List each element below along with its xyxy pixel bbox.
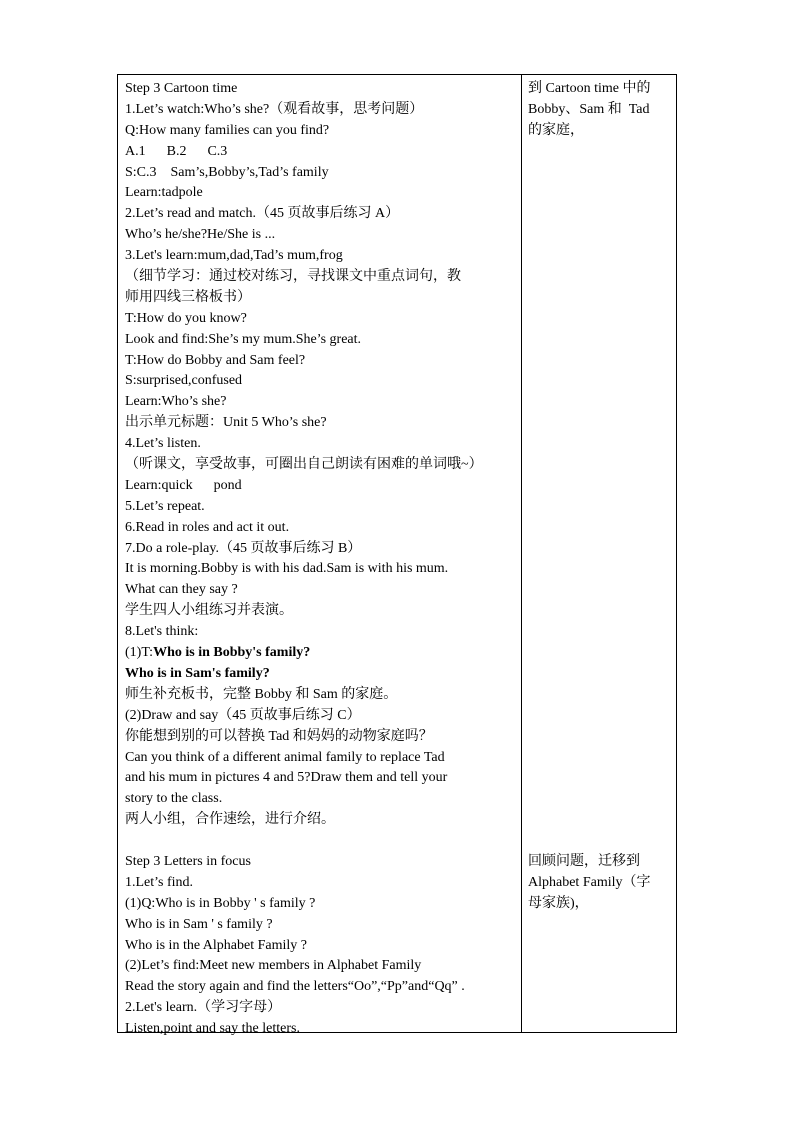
text-line: Listen,point and say the letters. [125, 1021, 300, 1037]
text-line: S:surprised,confused [125, 373, 243, 389]
note-line: 回顾问题，迁移到 [528, 854, 640, 869]
text-line: 7.Do a role-play.（45 页故事后练习 B） [125, 540, 362, 556]
procedure-column [125, 79, 517, 1040]
blank-line [125, 831, 517, 852]
note-line: Alphabet Family（字 [528, 874, 651, 890]
text-line: Who is in the Alphabet Family ? [125, 937, 307, 953]
text-line: What can they say ? [125, 582, 238, 598]
letters-in-focus-section [125, 852, 517, 1040]
text-line: story to the class. [125, 791, 223, 807]
text-line: 师生补充板书，完整 Bobby 和 Sam 的家庭。 [125, 686, 398, 702]
text-line: T:How do you know? [125, 310, 247, 326]
think-question-1-text: Who is in Bobby's family? [153, 645, 311, 661]
column-divider [521, 75, 522, 1032]
text-line: 师用四线三格板书） [125, 289, 251, 305]
text-line: Can you think of a different animal family to replace Tad [125, 749, 445, 765]
text-line: 两人小组，合作速绘，进行介绍。 [125, 812, 335, 828]
text-line: 8.Let's think: [125, 624, 199, 640]
text-line: and his mum in pictures 4 and 5?Draw them and tell your [125, 770, 448, 786]
think-prefix: (1)T: [125, 645, 154, 661]
text-line: 5.Let’s repeat. [125, 498, 205, 514]
text-line: (2)Draw and say（45 页故事后练习 C） [125, 707, 361, 723]
text-line: 你能想到别的可以替换 Tad 和妈妈的动物家庭吗？ [125, 728, 433, 744]
text-line: S:C.3 Sam’s,Bobby’s,Tad’s family [125, 164, 329, 180]
text-line: A.1 B.2 C.3 [125, 143, 228, 159]
cartoon-purpose-note [528, 79, 651, 142]
think-question-1 [125, 643, 517, 664]
letters-purpose-note [528, 852, 651, 915]
text-line: 1.Let’s watch:Who’s she?（观看故事，思考问题） [125, 101, 424, 117]
text-line: It is morning.Bobby is with his dad.Sam is with his mum. [125, 561, 449, 577]
text-line: （细节学习：通过校对练习，寻找课文中重点词句，教 [125, 269, 461, 285]
text-line: Look and find:She’s my mum.She’s great. [125, 331, 362, 347]
step-letters-heading: Step 3 Letters in focus [125, 853, 251, 869]
step-cartoon-heading: Step 3 Cartoon time [125, 81, 238, 96]
text-line: 2.Let’s read and match.（45 页故事后练习 A） [125, 206, 400, 222]
text-line: 3.Let's learn:mum,dad,Tad’s mum,frog [125, 248, 343, 264]
text-line: Who is in Sam ' s family ? [125, 916, 273, 932]
note-line: 的家庭， [528, 122, 584, 138]
think-question-2: Who is in Sam's family? [125, 665, 270, 681]
note-line: Bobby、Sam 和 Tad [528, 101, 650, 117]
text-line: Read the story again and find the letters“Oo”,“Pp”and“Qq” . [125, 979, 465, 995]
text-line: Learn:quick pond [125, 477, 242, 493]
text-line: 6.Read in roles and act it out. [125, 519, 290, 535]
text-line: 1.Let’s find. [125, 874, 194, 890]
cartoon-time-section [125, 79, 517, 831]
text-line: Who’s he/she?He/She is ... [125, 227, 276, 243]
text-line: 学生四人小组练习并表演。 [125, 603, 293, 619]
text-line: 2.Let's learn.（学习字母） [125, 1000, 282, 1016]
text-line: 出示单元标题：Unit 5 Who’s she? [125, 415, 327, 431]
note-line: 到 Cartoon time 中的 [528, 81, 651, 96]
text-line: Learn:Who’s she? [125, 394, 227, 410]
text-line: (2)Let’s find:Meet new members in Alphabet Family [125, 958, 422, 974]
text-line: 4.Let’s listen. [125, 436, 201, 452]
text-line: Q:How many families can you find? [125, 122, 330, 138]
text-line: （听课文，享受故事，可圈出自己朗读有困难的单词哦~） [125, 457, 483, 473]
lesson-plan-table [117, 74, 677, 1037]
note-line: 母家族)， [528, 895, 589, 911]
text-line: T:How do Bobby and Sam feel? [125, 352, 306, 368]
text-line: Learn:tadpole [125, 185, 203, 201]
text-line: (1)Q:Who is in Bobby ' s family ? [125, 895, 316, 911]
